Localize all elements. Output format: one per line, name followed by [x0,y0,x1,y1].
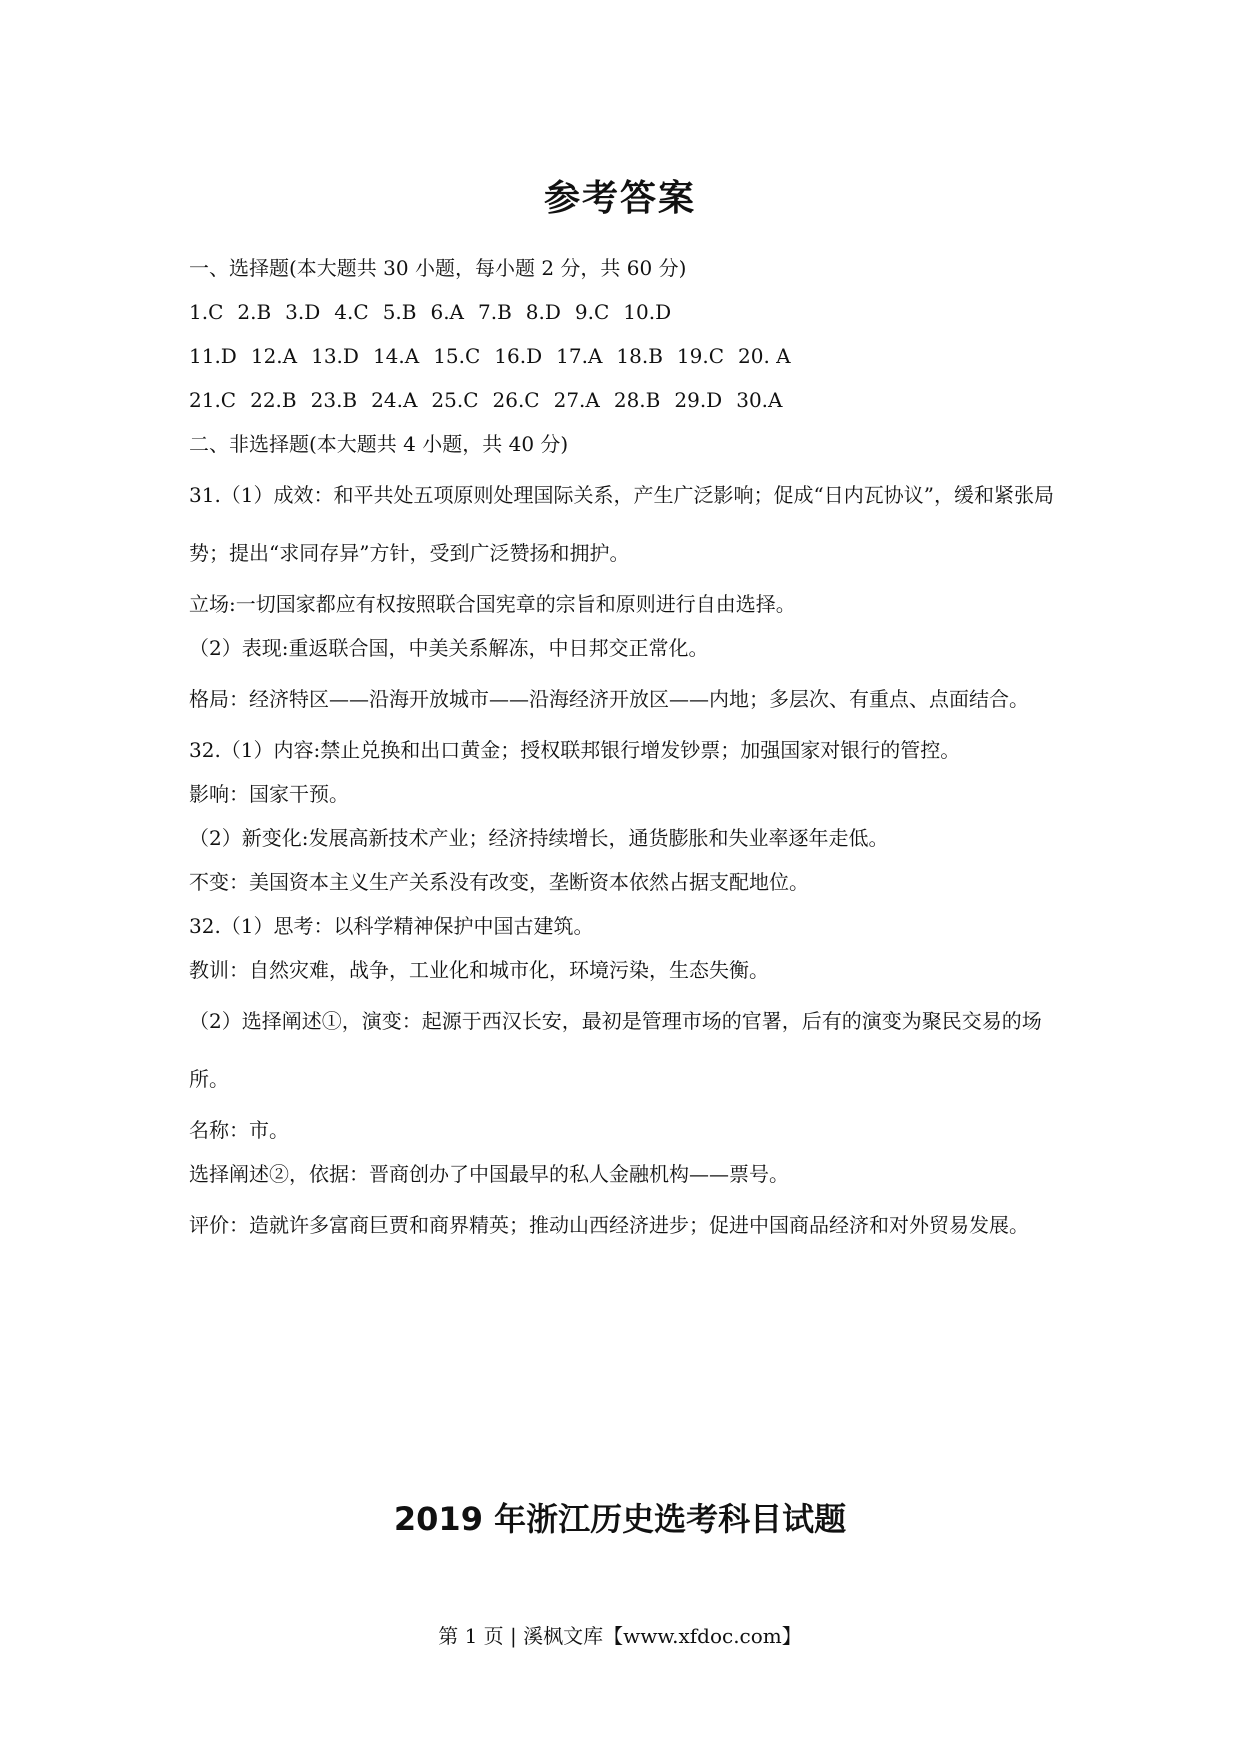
answer-item: 28.B [613,388,661,412]
answer-item: 12.A [250,344,298,368]
answer-item: 22.B [250,388,297,412]
answer-item: 11.D [189,344,237,368]
document-title: 参考答案 [543,178,696,219]
answer-item: 1.C [189,300,224,324]
q33-paragraph: 选择阐述②，依据：晋商创办了中国最早的私人金融机构——票号。 [189,1162,789,1186]
answer-item: 27.A [553,388,600,412]
q31-paragraph: 31.（1）成效：和平共处五项原则处理国际关系，产生广泛影响；促成“日内瓦协议”，缓和紧张局势；提出“求同存异”方针，受到广泛赞扬和拥护。 [189,483,1054,565]
q32-paragraph: 32.（1）内容:禁止兑换和出口黄金；授权联邦银行增发钞票；加强国家对银行的管控。 [189,738,961,762]
answer-item: 6.A [430,300,464,324]
exam-title: 2019 年浙江历史选考科目试题 [393,1500,847,1538]
q33-paragraph: 评价：造就许多富商巨贾和商界精英；推动山西经济进步；促进中国商品经济和对外贸易发展。 [189,1213,1029,1237]
answer-item: 5.B [382,300,417,324]
section1-heading: 一、选择题(本大题共 30 小题，每小题 2 分，共 60 分) [189,256,687,280]
answer-item: 7.B [478,300,512,324]
answer-item: 26.C [492,388,540,412]
q32-paragraph: 影响：国家干预。 [189,782,349,806]
answers-row-2 [189,334,1069,378]
q31-paragraph: 立场:一切国家都应有权按照联合国宪章的宗旨和原则进行自由选择。 [189,592,796,616]
answer-body [189,246,1069,1254]
q33-paragraph: （2）选择阐述①，演变：起源于西汉长安，最初是管理市场的官署，后有的演变为聚民交易的场所。 [189,1009,1042,1091]
answer-item: 20. A [738,344,791,368]
answer-item: 2.B [237,300,272,324]
answer-item: 8.D [525,300,561,324]
answer-item: 9.C [574,300,610,324]
q31-paragraph: 格局：经济特区——沿海开放城市——沿海经济开放区——内地；多层次、有重点、点面结合。 [189,687,1029,711]
q32-paragraph: 不变：美国资本主义生产关系没有改变，垄断资本依然占据支配地位。 [189,870,809,894]
answer-item: 21.C [189,388,237,412]
page-footer: 第 1 页 | 溪枫文库【www.xfdoc.com】 [438,1624,802,1648]
answer-item: 19.C [676,344,725,368]
answer-item: 4.C [334,300,369,324]
section2-heading: 二、非选择题(本大题共 4 小题，共 40 分) [189,432,569,456]
q33-paragraph: 32.（1）思考：以科学精神保护中国古建筑。 [189,914,594,938]
answer-item: 13.D [311,344,359,368]
answer-item: 30.A [736,388,783,412]
answers-row-1 [189,290,1069,334]
answer-item: 25.C [431,388,479,412]
answer-item: 14.A [372,344,420,368]
answer-item: 3.D [285,300,321,324]
answer-item: 24.A [371,388,418,412]
answer-item: 16.D [494,344,543,368]
answer-item: 18.B [616,344,663,368]
q33-paragraph: 名称：市。 [189,1118,289,1142]
answer-item: 23.B [310,388,358,412]
answer-item: 10.D [623,300,672,324]
q32-paragraph: （2）新变化:发展高新技术产业；经济持续增长，通货膨胀和失业率逐年走低。 [189,826,889,850]
q31-paragraph: （2）表现:重返联合国，中美关系解冻，中日邦交正常化。 [189,636,709,660]
answer-item: 29.D [674,388,723,412]
answer-item: 15.C [433,344,481,368]
q33-paragraph: 教训：自然灾难，战争，工业化和城市化，环境污染，生态失衡。 [189,958,769,982]
answers-row-3 [189,378,1069,422]
answer-item: 17.A [556,344,603,368]
